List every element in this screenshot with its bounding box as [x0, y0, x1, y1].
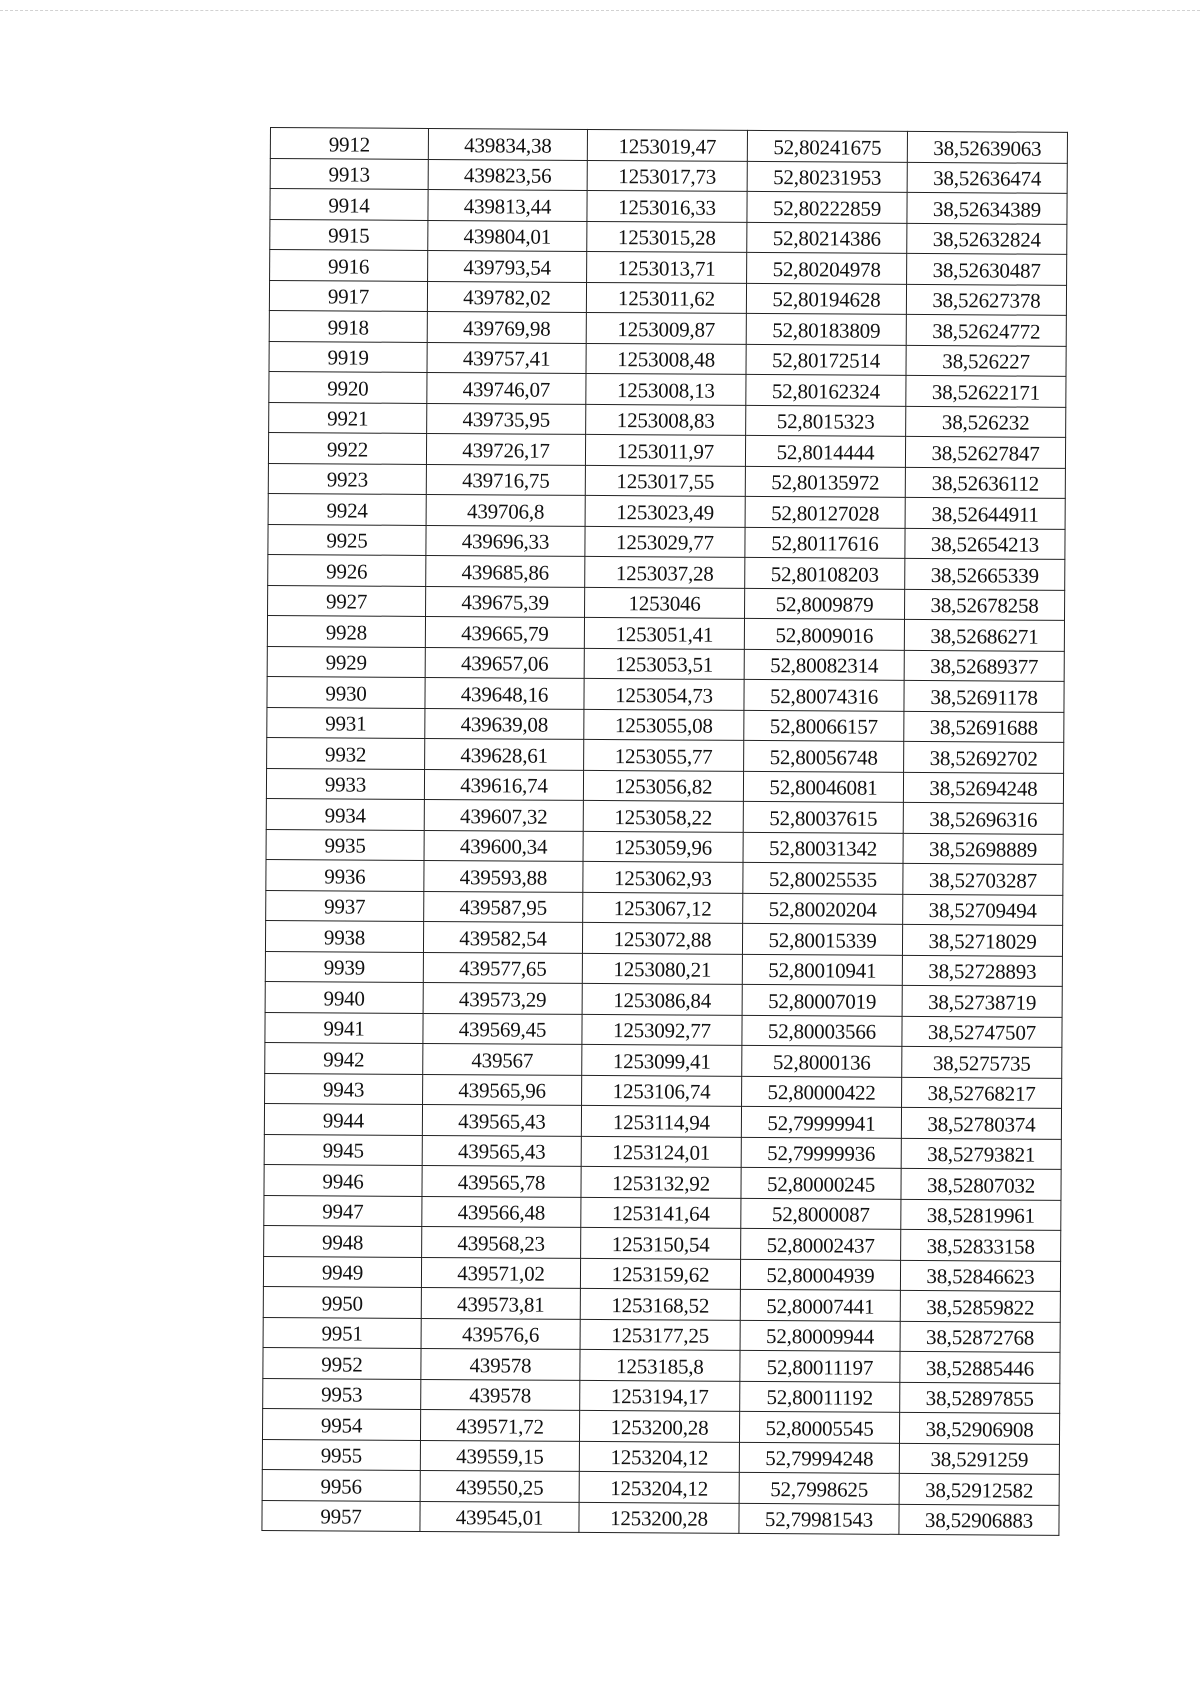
- x-coordinate-cell: 439582,54: [423, 921, 582, 952]
- x-coordinate-cell: 439757,41: [427, 342, 586, 373]
- x-coordinate-cell: 439616,74: [424, 769, 583, 800]
- x-coordinate-cell: 439567: [423, 1043, 582, 1074]
- y-coordinate-cell: 1253011,97: [585, 434, 745, 465]
- x-coordinate-cell: 439565,43: [422, 1104, 581, 1135]
- x-coordinate-cell: 439593,88: [424, 860, 583, 891]
- y-coordinate-cell: 1253055,77: [584, 739, 744, 770]
- y-coordinate-cell: 1253099,41: [582, 1044, 742, 1075]
- point-number-cell: 9935: [266, 829, 424, 860]
- point-number-cell: 9929: [267, 646, 425, 677]
- longitude-cell: 38,52885446: [900, 1351, 1060, 1382]
- latitude-cell: 52,80000422: [742, 1076, 902, 1107]
- point-number-cell: 9920: [269, 371, 427, 402]
- y-coordinate-cell: 1253059,96: [583, 831, 743, 862]
- longitude-cell: 38,52624772: [906, 314, 1066, 345]
- table-row: [269, 371, 1066, 406]
- table-row: [262, 1469, 1059, 1504]
- longitude-cell: 38,52691178: [904, 680, 1064, 711]
- point-number-cell: 9936: [266, 859, 424, 890]
- y-coordinate-cell: 1253086,84: [582, 983, 742, 1014]
- point-number-cell: 9944: [264, 1103, 422, 1134]
- y-coordinate-cell: 1253080,21: [582, 953, 742, 984]
- longitude-cell: 38,52709494: [903, 894, 1063, 925]
- longitude-cell: 38,52678258: [905, 589, 1065, 620]
- latitude-cell: 52,80011197: [740, 1350, 900, 1381]
- latitude-cell: 52,80183809: [746, 313, 906, 344]
- y-coordinate-cell: 1253055,08: [584, 709, 744, 740]
- y-coordinate-cell: 1253011,62: [586, 282, 746, 313]
- latitude-cell: 52,80025535: [743, 862, 903, 893]
- longitude-cell: 38,52627847: [905, 436, 1065, 467]
- longitude-cell: 38,526232: [906, 406, 1066, 437]
- x-coordinate-cell: 439607,32: [424, 799, 583, 830]
- longitude-cell: 38,52747507: [902, 1016, 1062, 1047]
- longitude-cell: 38,52692702: [904, 741, 1064, 772]
- longitude-cell: 38,52696316: [903, 802, 1063, 833]
- point-number-cell: 9928: [267, 615, 425, 646]
- point-number-cell: 9921: [269, 402, 427, 433]
- table-row: [269, 280, 1066, 315]
- longitude-cell: 38,52703287: [903, 863, 1063, 894]
- scan-edge-line: [0, 10, 1200, 11]
- latitude-cell: 52,80222859: [747, 191, 907, 222]
- longitude-cell: 38,52634389: [907, 192, 1067, 223]
- y-coordinate-cell: 1253056,82: [583, 770, 743, 801]
- y-coordinate-cell: 1253072,88: [582, 922, 742, 953]
- longitude-cell: 38,52622171: [906, 375, 1066, 406]
- longitude-cell: 38,52632824: [907, 223, 1067, 254]
- x-coordinate-cell: 439665,79: [425, 616, 584, 647]
- y-coordinate-cell: 1253019,47: [587, 129, 747, 160]
- table-row: [268, 585, 1065, 620]
- point-number-cell: 9915: [270, 219, 428, 250]
- y-coordinate-cell: 1253159,62: [580, 1258, 740, 1289]
- point-number-cell: 9947: [264, 1195, 422, 1226]
- longitude-cell: 38,52636474: [907, 162, 1067, 193]
- table-row: [268, 493, 1065, 528]
- table-row: [266, 798, 1063, 833]
- table-row: [264, 1164, 1061, 1199]
- y-coordinate-cell: 1253204,12: [579, 1471, 739, 1502]
- y-coordinate-cell: 1253009,87: [586, 312, 746, 343]
- latitude-cell: 52,80046081: [743, 771, 903, 802]
- table-row: [263, 1378, 1060, 1413]
- longitude-cell: 38,52665339: [905, 558, 1065, 589]
- table-row: [267, 646, 1064, 681]
- x-coordinate-cell: 439566,48: [422, 1196, 581, 1227]
- table-row: [265, 951, 1062, 986]
- x-coordinate-cell: 439569,45: [423, 1013, 582, 1044]
- coordinates-table: [261, 127, 1068, 1536]
- latitude-cell: 52,80108203: [745, 557, 905, 588]
- table-row: [262, 1500, 1059, 1535]
- point-number-cell: 9938: [265, 920, 423, 951]
- point-number-cell: 9930: [267, 676, 425, 707]
- longitude-cell: 38,52738719: [902, 985, 1062, 1016]
- point-number-cell: 9941: [265, 1012, 423, 1043]
- longitude-cell: 38,52728893: [902, 955, 1062, 986]
- latitude-cell: 52,80002437: [741, 1228, 901, 1259]
- point-number-cell: 9912: [270, 128, 428, 159]
- table-row: [265, 1042, 1062, 1077]
- point-number-cell: 9932: [267, 737, 425, 768]
- y-coordinate-cell: 1253015,28: [587, 221, 747, 252]
- x-coordinate-cell: 439823,56: [428, 159, 587, 190]
- point-number-cell: 9913: [270, 158, 428, 189]
- latitude-cell: 52,80082314: [744, 649, 904, 680]
- point-number-cell: 9957: [262, 1500, 420, 1531]
- table-row: [266, 859, 1063, 894]
- longitude-cell: 38,52686271: [904, 619, 1064, 650]
- y-coordinate-cell: 1253194,17: [580, 1380, 740, 1411]
- y-coordinate-cell: 1253054,73: [584, 678, 744, 709]
- point-number-cell: 9934: [266, 798, 424, 829]
- latitude-cell: 52,80011192: [740, 1381, 900, 1412]
- table-row: [264, 1103, 1061, 1138]
- longitude-cell: 38,52694248: [903, 772, 1063, 803]
- table-row: [264, 1225, 1061, 1260]
- point-number-cell: 9933: [266, 768, 424, 799]
- table-row: [264, 1195, 1061, 1230]
- y-coordinate-cell: 1253062,93: [583, 861, 743, 892]
- latitude-cell: 52,80127028: [745, 496, 905, 527]
- y-coordinate-cell: 1253058,22: [583, 800, 743, 831]
- point-number-cell: 9956: [262, 1469, 420, 1500]
- x-coordinate-cell: 439578: [421, 1379, 580, 1410]
- table-row: [266, 768, 1063, 803]
- table-row: [266, 890, 1063, 925]
- y-coordinate-cell: 1253168,52: [580, 1288, 740, 1319]
- y-coordinate-cell: 1253150,54: [581, 1227, 741, 1258]
- longitude-cell: 38,52718029: [902, 924, 1062, 955]
- x-coordinate-cell: 439804,01: [428, 220, 587, 251]
- longitude-cell: 38,52644911: [905, 497, 1065, 528]
- y-coordinate-cell: 1253204,12: [579, 1441, 739, 1472]
- point-number-cell: 9951: [263, 1317, 421, 1348]
- y-coordinate-cell: 1253008,83: [586, 404, 746, 435]
- x-coordinate-cell: 439587,95: [424, 891, 583, 922]
- point-number-cell: 9914: [270, 189, 428, 220]
- y-coordinate-cell: 1253053,51: [584, 648, 744, 679]
- longitude-cell: 38,52906908: [899, 1412, 1059, 1443]
- point-number-cell: 9942: [265, 1042, 423, 1073]
- longitude-cell: 38,5291259: [899, 1443, 1059, 1474]
- latitude-cell: 52,8015323: [746, 405, 906, 436]
- latitude-cell: 52,80204978: [747, 252, 907, 283]
- x-coordinate-cell: 439696,33: [426, 525, 585, 556]
- x-coordinate-cell: 439769,98: [427, 311, 586, 342]
- x-coordinate-cell: 439571,02: [421, 1257, 580, 1288]
- x-coordinate-cell: 439735,95: [427, 403, 586, 434]
- x-coordinate-cell: 439706,8: [426, 494, 585, 525]
- x-coordinate-cell: 439565,96: [423, 1074, 582, 1105]
- latitude-cell: 52,7998625: [739, 1472, 899, 1503]
- latitude-cell: 52,80117616: [745, 527, 905, 558]
- x-coordinate-cell: 439576,6: [421, 1318, 580, 1349]
- y-coordinate-cell: 1253067,12: [583, 892, 743, 923]
- y-coordinate-cell: 1253141,64: [581, 1197, 741, 1228]
- table-row: [269, 402, 1066, 437]
- point-number-cell: 9937: [266, 890, 424, 921]
- latitude-cell: 52,8000136: [742, 1045, 902, 1076]
- longitude-cell: 38,52689377: [904, 650, 1064, 681]
- latitude-cell: 52,80066157: [744, 710, 904, 741]
- y-coordinate-cell: 1253008,13: [586, 373, 746, 404]
- table-row: [270, 189, 1067, 224]
- table-row: [267, 707, 1064, 742]
- y-coordinate-cell: 1253114,94: [581, 1105, 741, 1136]
- table-row: [264, 1134, 1061, 1169]
- point-number-cell: 9952: [263, 1347, 421, 1378]
- longitude-cell: 38,52691688: [904, 711, 1064, 742]
- point-number-cell: 9922: [268, 432, 426, 463]
- point-number-cell: 9916: [270, 250, 428, 281]
- y-coordinate-cell: 1253037,28: [585, 556, 745, 587]
- table-row: [268, 524, 1065, 559]
- x-coordinate-cell: 439573,29: [423, 982, 582, 1013]
- x-coordinate-cell: 439573,81: [421, 1287, 580, 1318]
- point-number-cell: 9919: [269, 341, 427, 372]
- longitude-cell: 38,52833158: [901, 1229, 1061, 1260]
- y-coordinate-cell: 1253051,41: [584, 617, 744, 648]
- latitude-cell: 52,8009879: [745, 588, 905, 619]
- longitude-cell: 38,52912582: [899, 1473, 1059, 1504]
- latitude-cell: 52,80194628: [746, 283, 906, 314]
- table-row: [268, 432, 1065, 467]
- y-coordinate-cell: 1253185,8: [580, 1349, 740, 1380]
- x-coordinate-cell: 439726,17: [426, 433, 585, 464]
- table-row: [263, 1317, 1060, 1352]
- table-row: [268, 554, 1065, 589]
- y-coordinate-cell: 1253046: [585, 587, 745, 618]
- table-row: [269, 310, 1066, 345]
- point-number-cell: 9925: [268, 524, 426, 555]
- latitude-cell: 52,80135972: [745, 466, 905, 497]
- latitude-cell: 52,79999941: [741, 1106, 901, 1137]
- latitude-cell: 52,80000245: [741, 1167, 901, 1198]
- latitude-cell: 52,80004939: [740, 1259, 900, 1290]
- latitude-cell: 52,80231953: [747, 161, 907, 192]
- latitude-cell: 52,80074316: [744, 679, 904, 710]
- x-coordinate-cell: 439648,16: [425, 677, 584, 708]
- x-coordinate-cell: 439813,44: [428, 189, 587, 220]
- y-coordinate-cell: 1253200,28: [579, 1502, 739, 1533]
- longitude-cell: 38,52654213: [905, 528, 1065, 559]
- longitude-cell: 38,52639063: [907, 131, 1067, 162]
- y-coordinate-cell: 1253092,77: [582, 1014, 742, 1045]
- x-coordinate-cell: 439675,39: [426, 586, 585, 617]
- longitude-cell: 38,52636112: [905, 467, 1065, 498]
- latitude-cell: 52,80003566: [742, 1015, 902, 1046]
- point-number-cell: 9923: [268, 463, 426, 494]
- table-row: [265, 1073, 1062, 1108]
- table-row: [262, 1408, 1059, 1443]
- point-number-cell: 9955: [262, 1439, 420, 1470]
- longitude-cell: 38,52627378: [906, 284, 1066, 315]
- y-coordinate-cell: 1253029,77: [585, 526, 745, 557]
- table-row: [269, 341, 1066, 376]
- longitude-cell: 38,52793821: [901, 1138, 1061, 1169]
- latitude-cell: 52,80015339: [742, 923, 902, 954]
- point-number-cell: 9948: [264, 1225, 422, 1256]
- latitude-cell: 52,8014444: [745, 435, 905, 466]
- x-coordinate-cell: 439639,08: [425, 708, 584, 739]
- latitude-cell: 52,79981543: [739, 1503, 899, 1534]
- latitude-cell: 52,80007019: [742, 984, 902, 1015]
- longitude-cell: 38,52872768: [900, 1321, 1060, 1352]
- table-row: [270, 158, 1067, 193]
- y-coordinate-cell: 1253008,48: [586, 343, 746, 374]
- point-number-cell: 9945: [264, 1134, 422, 1165]
- y-coordinate-cell: 1253200,28: [579, 1410, 739, 1441]
- longitude-cell: 38,526227: [906, 345, 1066, 376]
- longitude-cell: 38,52906883: [899, 1504, 1059, 1535]
- longitude-cell: 38,5275735: [902, 1046, 1062, 1077]
- coordinates-table-body: [262, 128, 1068, 1536]
- point-number-cell: 9950: [263, 1286, 421, 1317]
- x-coordinate-cell: 439746,07: [427, 372, 586, 403]
- y-coordinate-cell: 1253124,01: [581, 1136, 741, 1167]
- latitude-cell: 52,80037615: [743, 801, 903, 832]
- latitude-cell: 52,80005545: [739, 1411, 899, 1442]
- longitude-cell: 38,52630487: [907, 253, 1067, 284]
- latitude-cell: 52,80172514: [746, 344, 906, 375]
- longitude-cell: 38,52859822: [900, 1290, 1060, 1321]
- y-coordinate-cell: 1253016,33: [587, 190, 747, 221]
- point-number-cell: 9918: [269, 310, 427, 341]
- latitude-cell: 52,8009016: [744, 618, 904, 649]
- x-coordinate-cell: 439657,06: [425, 647, 584, 678]
- x-coordinate-cell: 439545,01: [420, 1501, 579, 1532]
- latitude-cell: 52,80020204: [743, 893, 903, 924]
- latitude-cell: 52,8000087: [741, 1198, 901, 1229]
- x-coordinate-cell: 439568,23: [422, 1226, 581, 1257]
- point-number-cell: 9927: [268, 585, 426, 616]
- x-coordinate-cell: 439571,72: [420, 1409, 579, 1440]
- latitude-cell: 52,80241675: [747, 130, 907, 161]
- longitude-cell: 38,52846623: [900, 1260, 1060, 1291]
- table-row: [263, 1256, 1060, 1291]
- table-row: [267, 676, 1064, 711]
- y-coordinate-cell: 1253177,25: [580, 1319, 740, 1350]
- point-number-cell: 9953: [263, 1378, 421, 1409]
- x-coordinate-cell: 439782,02: [427, 281, 586, 312]
- x-coordinate-cell: 439716,75: [426, 464, 585, 495]
- table-row: [263, 1347, 1060, 1382]
- longitude-cell: 38,52819961: [901, 1199, 1061, 1230]
- latitude-cell: 52,79994248: [739, 1442, 899, 1473]
- table-row: [266, 829, 1063, 864]
- table-row: [263, 1286, 1060, 1321]
- point-number-cell: 9926: [268, 554, 426, 585]
- table-row: [265, 981, 1062, 1016]
- table-row: [267, 615, 1064, 650]
- table-row: [267, 737, 1064, 772]
- y-coordinate-cell: 1253013,71: [587, 251, 747, 282]
- point-number-cell: 9940: [265, 981, 423, 1012]
- x-coordinate-cell: 439559,15: [420, 1440, 579, 1471]
- x-coordinate-cell: 439565,43: [422, 1135, 581, 1166]
- y-coordinate-cell: 1253132,92: [581, 1166, 741, 1197]
- x-coordinate-cell: 439793,54: [428, 250, 587, 281]
- table-row: [265, 1012, 1062, 1047]
- table-row: [270, 128, 1067, 163]
- table-row: [262, 1439, 1059, 1474]
- latitude-cell: 52,80010941: [742, 954, 902, 985]
- x-coordinate-cell: 439628,61: [425, 738, 584, 769]
- longitude-cell: 38,52698889: [903, 833, 1063, 864]
- latitude-cell: 52,79999936: [741, 1137, 901, 1168]
- table-row: [265, 920, 1062, 955]
- x-coordinate-cell: 439577,65: [423, 952, 582, 983]
- y-coordinate-cell: 1253106,74: [582, 1075, 742, 1106]
- point-number-cell: 9939: [265, 951, 423, 982]
- point-number-cell: 9931: [267, 707, 425, 738]
- point-number-cell: 9917: [269, 280, 427, 311]
- x-coordinate-cell: 439565,78: [422, 1165, 581, 1196]
- table-row: [270, 250, 1067, 285]
- longitude-cell: 38,52897855: [900, 1382, 1060, 1413]
- point-number-cell: 9946: [264, 1164, 422, 1195]
- y-coordinate-cell: 1253017,73: [587, 160, 747, 191]
- y-coordinate-cell: 1253023,49: [585, 495, 745, 526]
- coordinates-table-container: [261, 127, 1068, 1536]
- table-row: [268, 463, 1065, 498]
- latitude-cell: 52,80007441: [740, 1289, 900, 1320]
- point-number-cell: 9943: [265, 1073, 423, 1104]
- latitude-cell: 52,80162324: [746, 374, 906, 405]
- point-number-cell: 9924: [268, 493, 426, 524]
- latitude-cell: 52,80214386: [747, 222, 907, 253]
- latitude-cell: 52,80031342: [743, 832, 903, 863]
- longitude-cell: 38,52807032: [901, 1168, 1061, 1199]
- point-number-cell: 9949: [263, 1256, 421, 1287]
- longitude-cell: 38,52768217: [902, 1077, 1062, 1108]
- latitude-cell: 52,80056748: [744, 740, 904, 771]
- latitude-cell: 52,80009944: [740, 1320, 900, 1351]
- x-coordinate-cell: 439600,34: [424, 830, 583, 861]
- y-coordinate-cell: 1253017,55: [585, 465, 745, 496]
- x-coordinate-cell: 439685,86: [426, 555, 585, 586]
- x-coordinate-cell: 439578: [421, 1348, 580, 1379]
- point-number-cell: 9954: [262, 1408, 420, 1439]
- longitude-cell: 38,52780374: [901, 1107, 1061, 1138]
- x-coordinate-cell: 439550,25: [420, 1470, 579, 1501]
- table-row: [270, 219, 1067, 254]
- x-coordinate-cell: 439834,38: [428, 128, 587, 159]
